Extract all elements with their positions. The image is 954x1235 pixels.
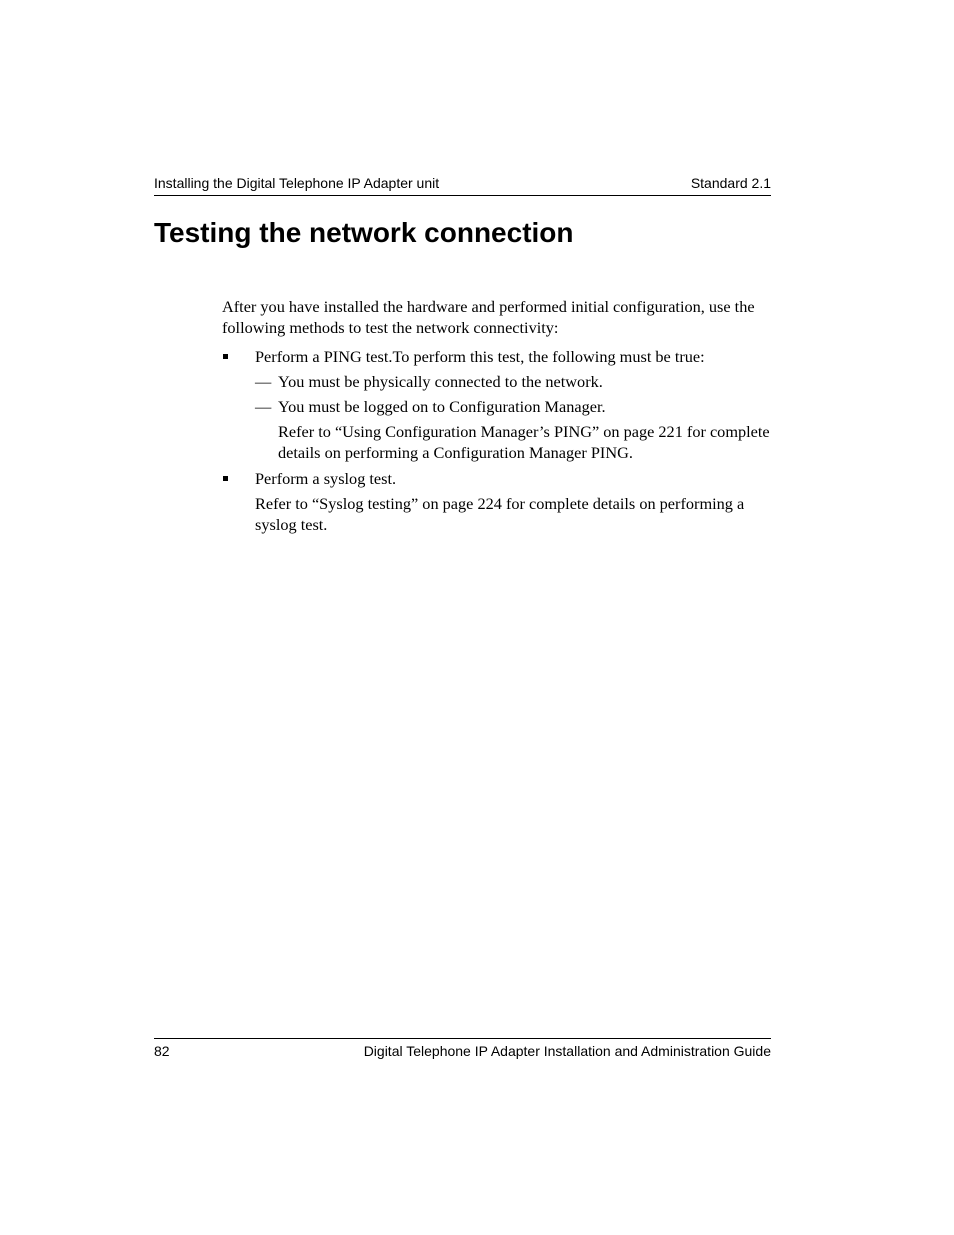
bullet-square-icon: [223, 354, 228, 359]
running-footer: [154, 1038, 771, 1060]
em-dash: —: [255, 397, 272, 416]
syslog-reference-note: Refer to “Syslog testing” on page 224 for complete details on performing a syslog test.: [255, 494, 745, 534]
em-dash: —: [255, 372, 272, 391]
footer-guide-title: Digital Telephone IP Adapter Installation and Administration Guide: [363, 1043, 771, 1059]
sub-item-text: You must be logged on to Configuration Manager.: [278, 397, 606, 416]
sub-item-logged-on: [255, 397, 606, 418]
page-number: 82: [154, 1043, 170, 1059]
intro-paragraph: After you have installed the hardware and performed initial configuration, use the following methods to test the network connectivity:: [222, 297, 755, 337]
sub-item-connected: [255, 372, 603, 393]
bullet-item-syslog: Perform a syslog test.: [255, 469, 397, 488]
bullet-item-ping: Perform a PING test.To perform this test, the following must be true:: [255, 347, 705, 366]
ping-reference-note: Refer to “Using Configuration Manager’s PING” on page 221 for complete details on performing a Configuration Manager PING.: [278, 422, 770, 462]
header-version: Standard 2.1: [690, 175, 771, 191]
running-header: [154, 175, 771, 196]
bullet-square-icon: [223, 476, 228, 481]
header-section-title: Installing the Digital Telephone IP Adapter unit: [154, 175, 440, 191]
page-title: Testing the network connection: [154, 217, 574, 248]
sub-item-text: You must be physically connected to the network.: [278, 372, 603, 391]
